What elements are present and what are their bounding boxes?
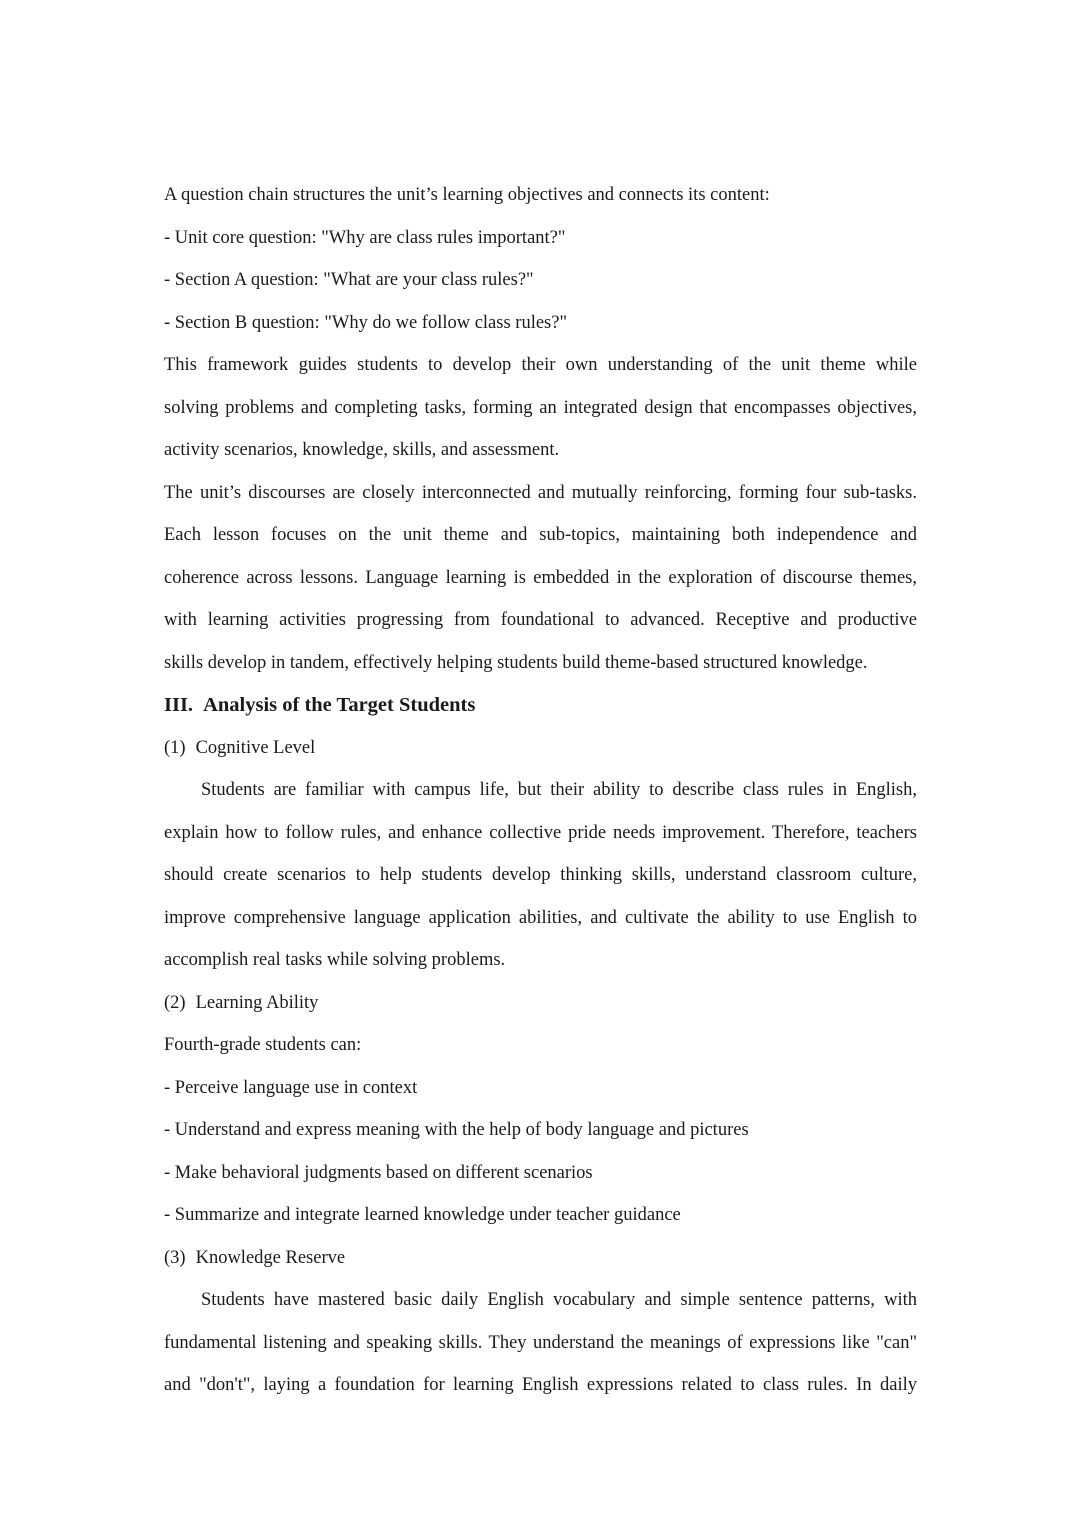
cognitive-line: accomplish real tasks while solving problems. [164,950,506,970]
knowledge-line: fundamental listening and speaking skills. They understand the meanings of expressions like "can" [164,1332,917,1353]
framework-paragraph [164,350,917,478]
intro-line: A question chain structures the unit’s learning objectives and connects its content: [164,185,770,205]
subsection-heading-knowledge [164,1243,917,1286]
learning-intro: Fourth-grade students can: [164,1035,362,1055]
subsection-title: Knowledge Reserve [195,1247,346,1268]
subsection-heading-cognitive [164,733,917,776]
knowledge-paragraph [164,1285,917,1413]
subsection-number: (2) [164,992,186,1013]
cognitive-line: Students are familiar with campus life, but their ability to describe class rules in English, [201,780,917,800]
list-item: - Understand and express meaning with the help of body language and pictures [164,1120,749,1140]
section-title: Analysis of the Target Students [203,694,476,716]
discourse-line: coherence across lessons. Language learning is embedded in the exploration of discourse themes, [164,567,917,588]
subsection-title: Learning Ability [195,992,319,1013]
subsection-number: (1) [164,737,186,758]
discourse-paragraph [164,478,917,691]
section-b-question-line: - Section B question: "Why do we follow class rules?" [164,312,568,333]
discourse-line: with learning activities progressing from foundational to advanced. Receptive and productive [164,610,917,630]
knowledge-line: and "don't", laying a foundation for learning English expressions related to class rules. In daily [164,1375,917,1395]
list-item: - Make behavioral judgments based on different scenarios [164,1162,593,1183]
section-heading [164,690,917,733]
knowledge-line: Students have mastered basic daily English vocabulary and simple sentence patterns, with [201,1290,917,1310]
cognitive-line: explain how to follow rules, and enhance collective pride needs improvement. Therefore, teachers [164,822,917,843]
learning-list [164,1073,917,1243]
section-a-question-line: - Section A question: "What are your class rules?" [164,270,534,290]
list-item: - Summarize and integrate learned knowledge under teacher guidance [164,1205,681,1225]
subsection-number: (3) [164,1247,186,1268]
discourse-line: skills develop in tandem, effectively helping students build theme-based structured knowledge. [164,652,868,673]
framework-line: activity scenarios, knowledge, skills, and assessment. [164,440,560,460]
framework-line: solving problems and completing tasks, forming an integrated design that encompasses objectives, [164,397,917,418]
subsection-title: Cognitive Level [195,737,316,758]
list-item: - Perceive language use in context [164,1077,418,1098]
core-question-line: - Unit core question: "Why are class rules important?" [164,227,566,248]
intro-paragraph [164,180,917,350]
document-page [164,180,917,1413]
discourse-line: Each lesson focuses on the unit theme and sub-topics, maintaining both independence and [164,525,917,545]
section-number: III. [164,694,194,716]
cognitive-line: improve comprehensive language application abilities, and cultivate the ability to use English to [164,907,917,928]
discourse-line: The unit’s discourses are closely interconnected and mutually reinforcing, forming four sub-tasks. [164,482,917,503]
framework-line: This framework guides students to develop their own understanding of the unit theme while [164,355,917,375]
cognitive-paragraph [164,775,917,988]
subsection-heading-learning [164,988,917,1031]
cognitive-line: should create scenarios to help students develop thinking skills, understand classroom culture, [164,865,917,885]
